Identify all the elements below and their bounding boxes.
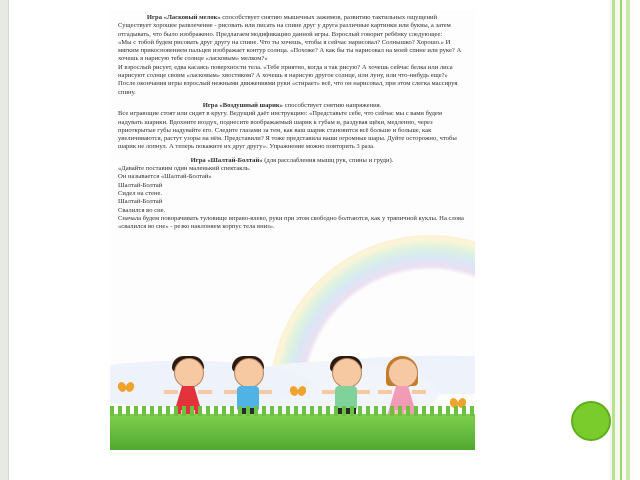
game1-subtitle: способствует снятию мышечных зажимов, развитию тактильных ощущений [220, 14, 438, 21]
green-circle-icon [571, 401, 611, 441]
game1-paragraph-1: Существует хорошее развлечение - рисовать или писать на спине друг у друга различные картинки или буквы, а затем отгадывать, что было изображено. Предлагаем модификацию данной игры. Взрослый говорит ребёнку следующее: [118, 22, 451, 38]
verse-line-3: Шалтай-Болтай [118, 198, 163, 206]
game1-heading [118, 14, 466, 22]
game3-paragraph-1: Сначала будем поворачивать туловище вправо-влево, руки при этом свободно болтаются, как у тряпичной куклы. На слова «свалился во сне» - резко наклоняем корпус тела вниз». [118, 214, 464, 231]
game2-heading [118, 102, 466, 110]
game2-paragraph-1: Все играющие стоят или сидят в кругу. Ведущий даёт инструкцию: «Представьте себе, что сейчас мы с вами будем надувать шарики. Вдохните воздух, поднесите воображаемый шарик к губам и, раздувая щёки, медленно, через приоткрытые губы надувайте его. Следите глазами за тем, как ваш шарик становится всё больше и больше, как увеличиваются, растут узоры на нём. Представили? Я тоже представила ваши огромные шары. Дуйте осторожно, чтобы шарик не лопнул. А теперь покажите их друг другу». Упражнение можно повторить 3 раза. [118, 110, 457, 151]
green-stripe [626, 0, 630, 480]
document-text [118, 14, 466, 231]
game1-paragraph-3: И взрослый рисует, едва касаясь поверхности тела. «Тебе приятно, когда я так рисую? А хочешь сейчас белка или лиса нарисуют солнце своим «ласковым» хвостиком? А хочешь я нарисую другое солнце, или луну, или что-нибудь еще?» После окончания игры взрослый нежными движениями руки «стирает» всё, что он нарисовал, при этом слегка массируя спину. [118, 63, 458, 96]
game3-subtitle: (для расслабления мышц рук, спины и груди). [262, 156, 394, 164]
game1-title: Игра «Ласковый мелок» [146, 14, 221, 21]
verse-line-2: Сидел на стене. [118, 189, 163, 197]
game3-title: Игра «Шалтай-Болтай» [190, 156, 263, 164]
left-frame-border [0, 0, 9, 480]
game3-intro-1: «Давайте поставим один маленький спектакль. [118, 165, 251, 173]
game1-paragraph-2: «Мы с тобой будем рисовать друг другу на спине. Что ты хочешь, чтобы я сейчас нарисовал? Солнышко? Хорошо.» И мягким прикосновением пальцев изображает контур солнца. «Похоже? А как бы ты нарисовал на моей спине или руке? А хочешь я нарисую тебе солнце «ласковым» мелком?» [118, 38, 462, 63]
game2-subtitle: способствует снятию напряжения. [282, 101, 382, 109]
green-stripe [612, 0, 615, 480]
grass-illustration [110, 414, 475, 450]
game2-title: Игра «Воздушный шарик» [202, 101, 283, 109]
game3-heading [118, 157, 466, 165]
green-stripe [620, 0, 622, 480]
verse-line-4: Свалился во сне. [118, 206, 166, 214]
verse-line-1: Шалтай-Болтай [118, 181, 163, 189]
document-slide [110, 10, 475, 450]
game3-intro-2: Он называется «Шалтай-Болтай» [118, 173, 212, 181]
